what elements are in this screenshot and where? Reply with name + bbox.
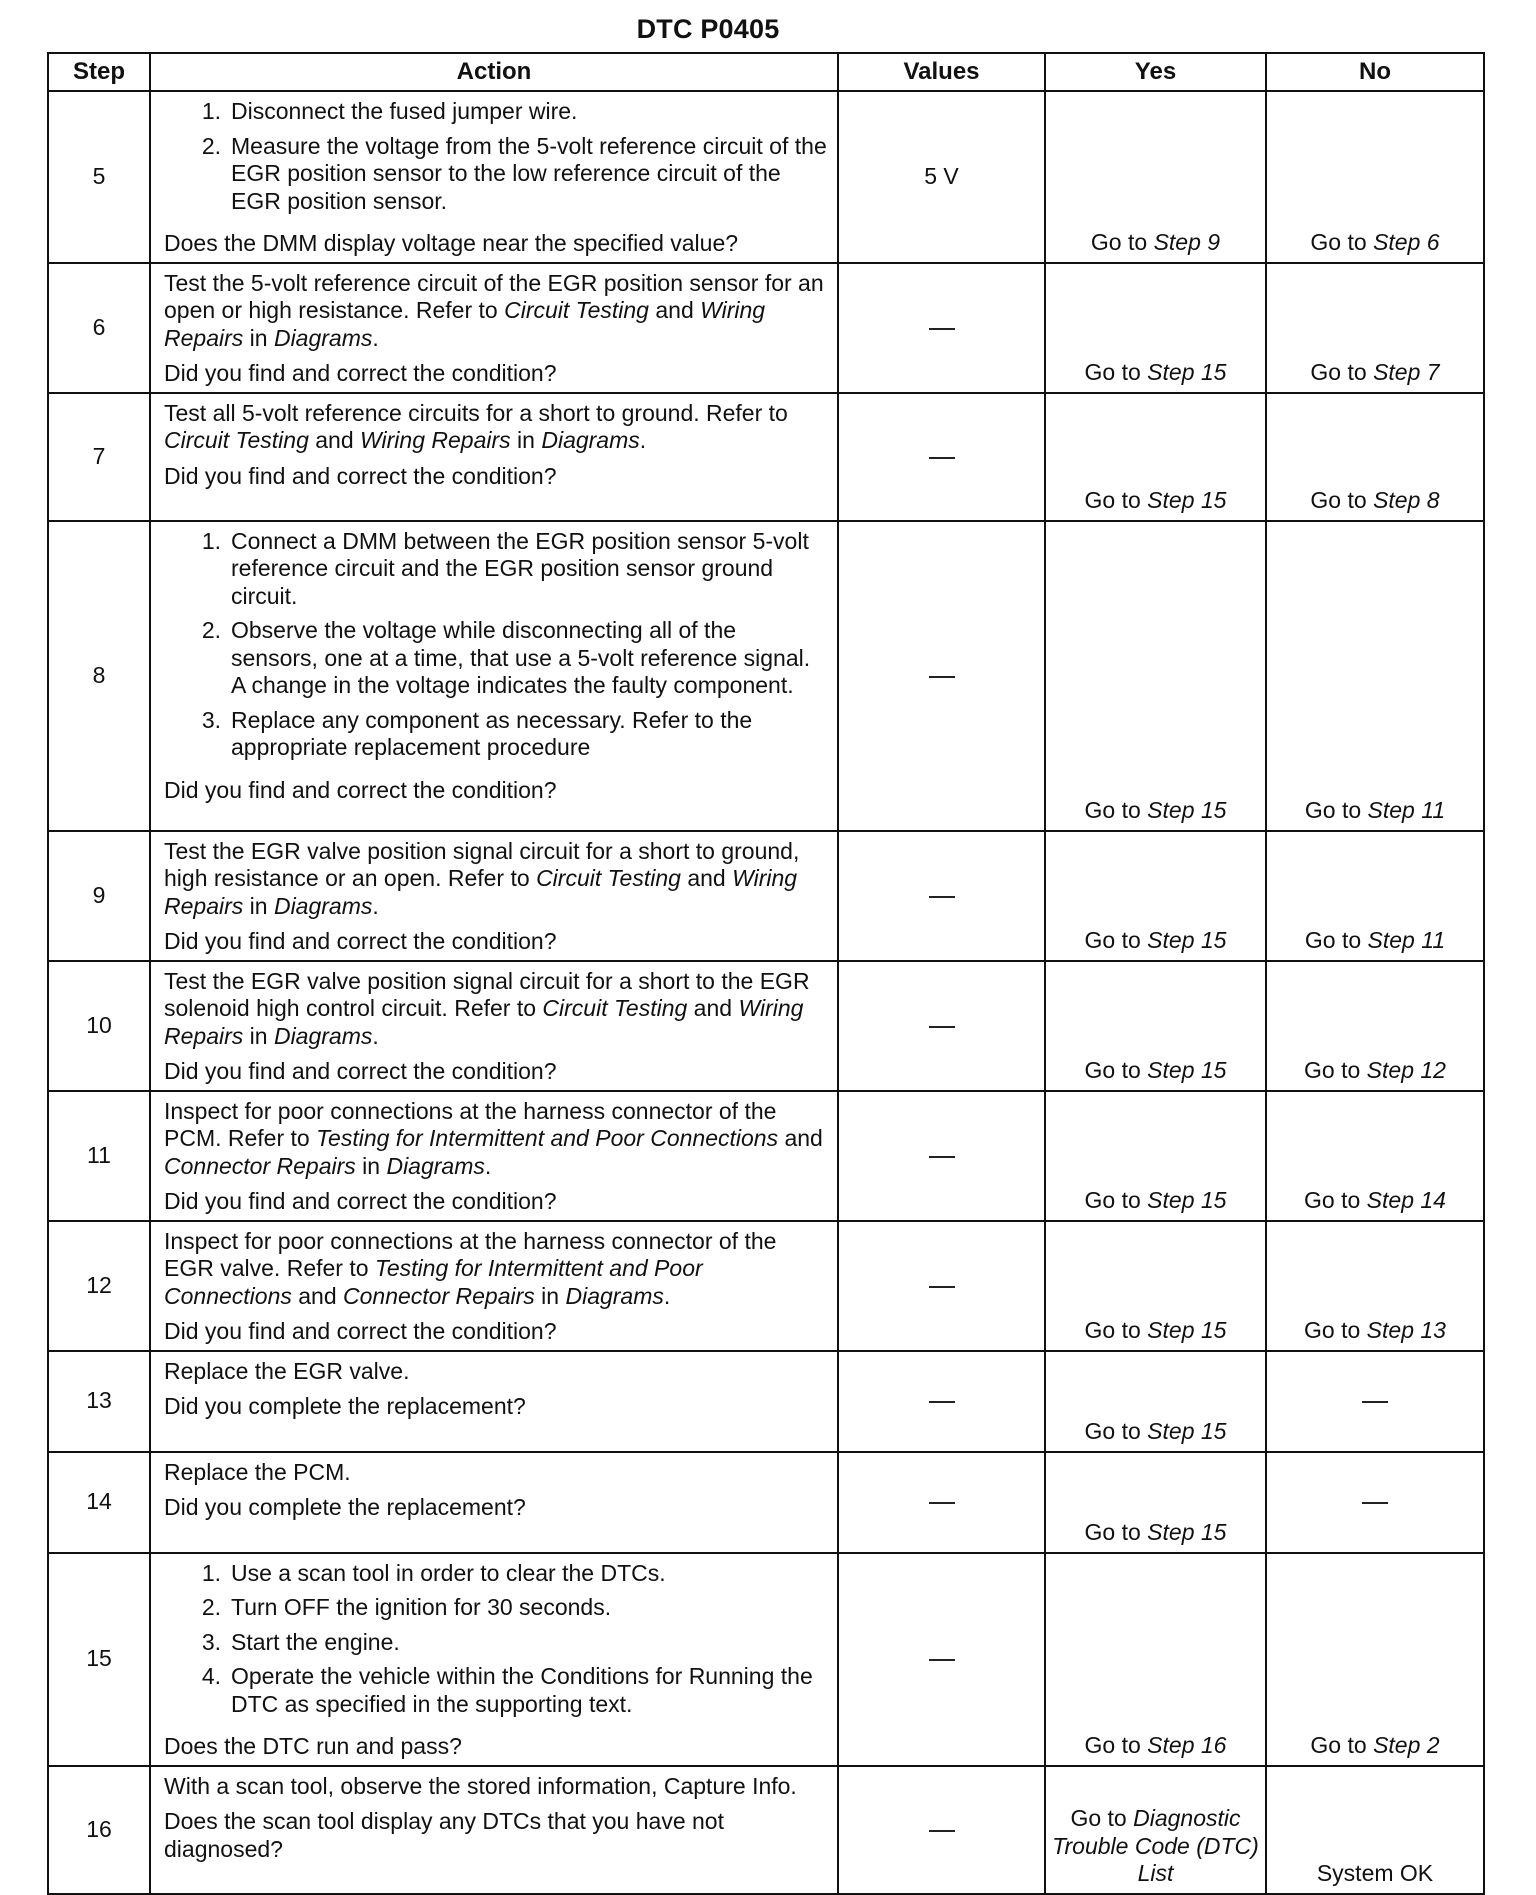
action-content — [164, 838, 827, 956]
yes-cell: Go to Step 15 — [1045, 1091, 1266, 1221]
yes-cell: Go to Step 16 — [1045, 1553, 1266, 1766]
no-target: Step 12 — [1366, 1057, 1446, 1083]
step-number: 13 — [48, 1351, 150, 1452]
no-cell: Go to Step 7 — [1266, 263, 1484, 393]
item-number: 3. — [201, 706, 221, 733]
no-cell: Go to Step 11 — [1266, 521, 1484, 831]
action-list-item — [164, 528, 827, 611]
no-dash — [1362, 1502, 1388, 1504]
action-list-item — [164, 617, 827, 700]
values-cell — [838, 1766, 1045, 1894]
action-content — [164, 270, 827, 388]
action-content — [164, 1560, 827, 1761]
yes-target: Step 15 — [1147, 1519, 1227, 1545]
value-dash — [929, 1502, 955, 1504]
action-cell — [150, 1553, 838, 1766]
action-cell — [150, 393, 838, 521]
values-cell — [838, 1351, 1045, 1452]
yes-target: Step 15 — [1147, 927, 1227, 953]
no-cell — [1266, 1452, 1484, 1553]
diagnostic-table — [47, 52, 1485, 1895]
value-dash — [929, 1026, 955, 1028]
action-question: Did you find and correct the condition? — [164, 360, 557, 386]
reference-link-text: Testing for Intermittent and Poor Connections — [316, 1125, 779, 1151]
action-list — [164, 1560, 827, 1726]
yes-cell: Go to Diagnostic Trouble Code (DTC) List — [1045, 1766, 1266, 1894]
action-question: Did you complete the replacement? — [164, 1393, 526, 1419]
yes-cell: Go to Step 9 — [1045, 91, 1266, 263]
value-dash — [929, 896, 955, 898]
no-cell — [1266, 1351, 1484, 1452]
reference-link-text: Circuit Testing — [536, 865, 681, 891]
yes-cell: Go to Step 15 — [1045, 1452, 1266, 1553]
action-cell — [150, 521, 838, 831]
step-number: 6 — [48, 263, 150, 393]
action-text: Inspect for poor connections at the harness connector of the PCM. Refer to Testing for Intermittent and Poor Connections and Connector Repairs in Diagrams. — [164, 1097, 823, 1179]
action-question: Does the scan tool display any DTCs that you have not diagnosed? — [164, 1808, 724, 1862]
values-cell: 5 V — [838, 91, 1045, 263]
step-number: 5 — [48, 91, 150, 263]
action-text: Test the EGR valve position signal circuit for a short to ground, high resistance or an open. Refer to Circuit Testing and Wiring Repairs in Diagrams. — [164, 837, 800, 919]
action-cell — [150, 1091, 838, 1221]
reference-link-text: Connector Repairs — [164, 1152, 356, 1179]
value-dash — [929, 457, 955, 459]
action-text: Replace the EGR valve. — [164, 1357, 410, 1384]
no-dash — [1362, 1401, 1388, 1403]
yes-cell: Go to Step 15 — [1045, 831, 1266, 961]
item-text: Use a scan tool in order to clear the DTCs. — [231, 1559, 666, 1586]
item-text: Disconnect the fused jumper wire. — [231, 98, 578, 124]
no-target: Step 11 — [1367, 797, 1446, 823]
no-target: Step 8 — [1373, 487, 1440, 513]
value-dash — [929, 676, 955, 678]
no-cell: Go to Step 13 — [1266, 1221, 1484, 1351]
item-text: Connect a DMM between the EGR position sensor 5-volt reference circuit and the EGR position sensor ground circuit. — [231, 527, 809, 609]
action-question: Did you find and correct the condition? — [164, 1058, 557, 1084]
values-cell — [838, 263, 1045, 393]
no-cell: Go to Step 8 — [1266, 393, 1484, 521]
yes-target: Step 9 — [1153, 229, 1221, 255]
value-dash — [929, 1286, 955, 1288]
yes-cell: Go to Step 15 — [1045, 1351, 1266, 1452]
action-content — [164, 1228, 827, 1346]
header-no: No — [1266, 53, 1484, 91]
reference-link-text: Wiring Repairs — [360, 427, 511, 453]
value-dash — [929, 1659, 955, 1661]
header-values: Values — [838, 53, 1045, 91]
yes-target: Step 15 — [1147, 1418, 1227, 1444]
reference-link-text: Wiring Repairs — [164, 865, 798, 919]
action-text: Inspect for poor connections at the harness connector of the EGR valve. Refer to Testing for Intermittent and Poor Connections and Connector Repairs in Diagrams. — [164, 1227, 777, 1309]
values-cell — [838, 1091, 1045, 1221]
action-list-item — [164, 1629, 827, 1657]
item-text: Turn OFF the ignition for 30 seconds. — [231, 1594, 612, 1620]
step-number: 11 — [48, 1091, 150, 1221]
values-cell — [838, 393, 1045, 521]
table-row — [48, 393, 1484, 521]
action-list-item — [164, 707, 827, 762]
action-list-item — [164, 133, 827, 216]
table-row — [48, 831, 1484, 961]
action-list-item — [164, 98, 827, 126]
action-cell — [150, 1452, 838, 1553]
action-cell — [150, 1766, 838, 1894]
action-text: Test all 5-volt reference circuits for a short to ground. Refer to Circuit Testing and Wiring Repairs in Diagrams. — [164, 399, 788, 453]
no-cell — [1266, 1766, 1484, 1894]
item-number: 2. — [201, 1594, 221, 1620]
item-number: 2. — [201, 132, 221, 159]
table-row — [48, 961, 1484, 1091]
value-dash — [929, 1156, 955, 1158]
reference-link-text: Circuit Testing — [164, 427, 309, 453]
yes-target: Step 15 — [1147, 797, 1227, 823]
reference-link-text: Wiring Repairs — [164, 297, 766, 351]
table-row — [48, 521, 1484, 831]
action-list — [164, 98, 827, 222]
item-number: 4. — [201, 1663, 221, 1689]
action-cell — [150, 91, 838, 263]
table-row — [48, 1766, 1484, 1894]
step-number: 14 — [48, 1452, 150, 1553]
no-result: System OK — [1316, 1860, 1434, 1886]
table-row — [48, 1221, 1484, 1351]
yes-target: Step 15 — [1147, 359, 1227, 385]
action-text: Test the EGR valve position signal circuit for a short to the EGR solenoid high control circuit. Refer to Circuit Testing and Wiring Repairs in Diagrams. — [164, 967, 810, 1049]
value-dash — [929, 328, 955, 330]
action-cell — [150, 961, 838, 1091]
table-row — [48, 1091, 1484, 1221]
reference-link-text: Diagrams — [273, 324, 373, 351]
no-cell: Go to Step 12 — [1266, 961, 1484, 1091]
header-step: Step — [48, 53, 150, 91]
table-row — [48, 1351, 1484, 1452]
yes-target: Step 16 — [1147, 1732, 1227, 1758]
action-cell — [150, 831, 838, 961]
item-text: Measure the voltage from the 5-volt reference circuit of the EGR position sensor to the low reference circuit of the EGR position sensor. — [231, 132, 827, 214]
action-list — [164, 528, 827, 769]
table-row — [48, 263, 1484, 393]
item-number: 3. — [201, 1628, 221, 1655]
action-question: Did you find and correct the condition? — [164, 776, 557, 803]
item-text: Start the engine. — [231, 1628, 400, 1655]
reference-link-text: Diagrams — [565, 1282, 664, 1309]
values-cell — [838, 1221, 1045, 1351]
action-question: Does the DTC run and pass? — [164, 1733, 462, 1759]
action-content — [164, 98, 827, 258]
values-cell — [838, 521, 1045, 831]
action-list-item — [164, 1560, 827, 1588]
action-list-item — [164, 1594, 827, 1622]
reference-link-text: Testing for Intermittent and Poor Connections — [164, 1255, 703, 1309]
table-row — [48, 1452, 1484, 1553]
yes-target: Diagnostic Trouble Code (DTC) List — [1052, 1805, 1259, 1886]
action-text: Replace the PCM. — [164, 1458, 351, 1485]
item-text: Operate the vehicle within the Conditions for Running the DTC as specified in the supporting text. — [231, 1663, 813, 1717]
yes-target: Step 15 — [1147, 1057, 1227, 1083]
no-target: Step 2 — [1373, 1732, 1440, 1758]
step-number: 7 — [48, 393, 150, 521]
header-row — [48, 53, 1484, 91]
no-cell: Go to Step 6 — [1266, 91, 1484, 263]
values-cell — [838, 1452, 1045, 1553]
document-title: DTC P0405 — [636, 14, 780, 44]
reference-link-text: Connector Repairs — [343, 1282, 535, 1309]
action-cell — [150, 1351, 838, 1452]
header-yes: Yes — [1045, 53, 1266, 91]
value-dash — [929, 1830, 955, 1832]
yes-target: Step 15 — [1147, 1187, 1227, 1213]
reference-link-text: Diagrams — [273, 892, 373, 919]
yes-cell: Go to Step 15 — [1045, 1221, 1266, 1351]
reference-link-text: Diagrams — [386, 1152, 485, 1179]
action-cell — [150, 263, 838, 393]
action-content — [164, 968, 827, 1086]
action-text: With a scan tool, observe the stored information, Capture Info. — [164, 1772, 797, 1799]
no-target: Step 11 — [1367, 927, 1446, 953]
yes-target: Step 15 — [1147, 487, 1227, 513]
step-number: 9 — [48, 831, 150, 961]
step-number: 15 — [48, 1553, 150, 1766]
yes-cell: Go to Step 15 — [1045, 263, 1266, 393]
no-cell: Go to Step 2 — [1266, 1553, 1484, 1766]
action-content — [164, 1459, 827, 1522]
yes-cell: Go to Step 15 — [1045, 393, 1266, 521]
item-number: 1. — [201, 98, 221, 124]
action-content — [164, 1358, 827, 1421]
item-number: 1. — [201, 1559, 221, 1586]
action-cell — [150, 1221, 838, 1351]
action-content — [164, 528, 827, 805]
reference-link-text: Circuit Testing — [542, 995, 688, 1021]
reference-link-text: Diagrams — [541, 427, 640, 453]
action-question: Did you find and correct the condition? — [164, 1318, 557, 1344]
no-cell: Go to Step 11 — [1266, 831, 1484, 961]
action-question: Did you find and correct the condition? — [164, 462, 557, 489]
yes-target: Step 15 — [1147, 1317, 1227, 1343]
header-action: Action — [150, 53, 838, 91]
no-target: Step 13 — [1366, 1317, 1446, 1343]
reference-link-text: Wiring Repairs — [164, 995, 804, 1049]
reference-link-text: Circuit Testing — [504, 297, 649, 323]
values-cell — [838, 831, 1045, 961]
item-number: 2. — [201, 617, 221, 643]
action-list-item — [164, 1663, 827, 1718]
action-text: Test the 5-volt reference circuit of the EGR position sensor for an open or high resistance. Refer to Circuit Testing and Wiring Repairs in Diagrams. — [164, 269, 824, 351]
action-content — [164, 1098, 827, 1216]
table-row — [48, 1553, 1484, 1766]
step-number: 8 — [48, 521, 150, 831]
step-number: 12 — [48, 1221, 150, 1351]
action-question: Does the DMM display voltage near the specified value? — [164, 230, 739, 256]
action-question: Did you complete the replacement? — [164, 1494, 526, 1520]
yes-cell: Go to Step 15 — [1045, 521, 1266, 831]
table-row — [48, 91, 1484, 263]
no-target: Step 6 — [1373, 229, 1440, 255]
value-dash — [929, 1401, 955, 1403]
values-cell — [838, 961, 1045, 1091]
item-text: Replace any component as necessary. Refer to the appropriate replacement procedure — [231, 706, 753, 760]
step-number: 10 — [48, 961, 150, 1091]
reference-link-text: Diagrams — [273, 1022, 373, 1049]
item-text: Observe the voltage while disconnecting all of the sensors, one at a time, that use a 5-volt reference signal. A change in the voltage indicates the faulty component. — [231, 617, 811, 698]
action-question: Did you find and correct the condition? — [164, 928, 557, 954]
no-target: Step 7 — [1373, 359, 1440, 385]
yes-cell: Go to Step 15 — [1045, 961, 1266, 1091]
no-cell: Go to Step 14 — [1266, 1091, 1484, 1221]
action-question: Did you find and correct the condition? — [164, 1188, 557, 1214]
no-target: Step 14 — [1366, 1187, 1446, 1213]
action-content — [164, 400, 827, 491]
values-cell — [838, 1553, 1045, 1766]
item-number: 1. — [201, 527, 221, 554]
step-number: 16 — [48, 1766, 150, 1894]
action-content — [164, 1773, 827, 1864]
